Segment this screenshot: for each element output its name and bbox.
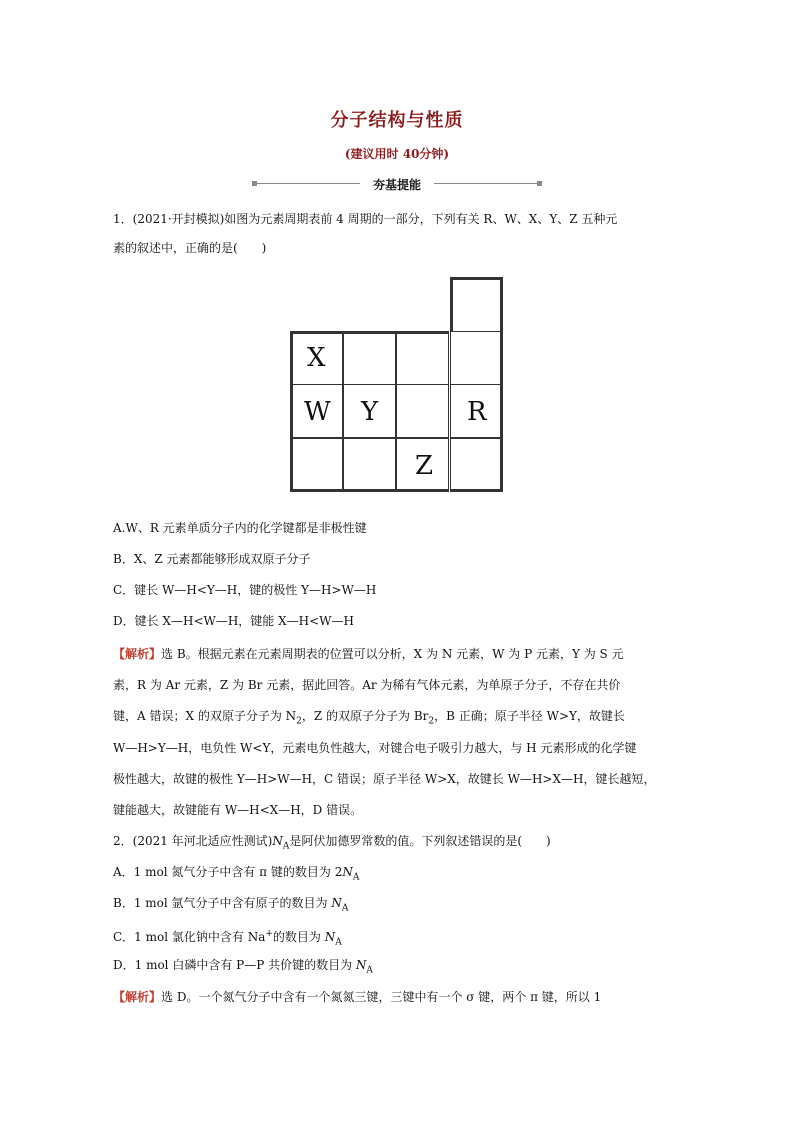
avogadro-symbol: N — [355, 958, 367, 972]
analysis-line — [113, 989, 601, 1005]
subscript: 2 — [428, 716, 435, 727]
divider-line — [256, 183, 360, 184]
analysis-line: 键能越大，故键能有 W—H<X—H，D 错误。 — [113, 803, 363, 817]
table-cell — [396, 331, 449, 385]
subscript: A — [352, 872, 360, 883]
table-cell — [343, 331, 396, 385]
avogadro-symbol: N — [272, 834, 283, 848]
option-text: C．1 mol 氯化钠中含有 Na — [113, 930, 266, 944]
option-a: A.W、R 元素单质分子内的化学键都是非极性键 — [113, 521, 367, 535]
analysis-tag: 【解析】 — [113, 990, 162, 1004]
superscript: + — [265, 929, 273, 939]
stem-text: 2．(2021 年河北适应性测试) — [113, 834, 273, 848]
analysis-text: 选 B。根据元素在元素周期表的位置可以分析，X 为 N 元素，W 为 P 元素，Y 为 S 元 — [161, 647, 624, 661]
q2-option-c — [113, 926, 342, 950]
page-title: 分子结构与性质 — [330, 110, 464, 131]
avogadro-symbol: N — [342, 865, 353, 879]
analysis-text: 键，A 错误；X 的双原子分子为 N — [113, 709, 297, 723]
q2-option-b — [113, 895, 348, 916]
analysis-line: 素，R 为 Ar 元素，Z 为 Br 元素，据此回答。Ar 为稀有气体元素，为单原子分子，不存在共价 — [113, 678, 621, 692]
option-d: D．键长 X—H<W—H，键能 X—H<W—H — [113, 614, 354, 628]
question-1-stem-cont: 素的叙述中，正确的是( ) — [113, 241, 267, 255]
option-c: C．键长 W—H<Y—H，键的极性 Y—H>W—H — [113, 583, 377, 597]
element-y: Y — [361, 397, 379, 427]
page-subtitle: (建议用时 40分钟) — [344, 147, 450, 161]
analysis-line: 极性越大，故键的极性 Y—H>W—H，C 错误；原子半径 W>X，故键长 W—H>X—H，键长越短， — [113, 772, 656, 786]
option-text: D．1 mol 白磷中含有 P—P 共价键的数目为 — [113, 958, 356, 972]
subscript: A — [366, 965, 373, 976]
element-w: W — [304, 397, 331, 427]
divider-dot — [537, 181, 542, 186]
subscript: 2 — [296, 716, 302, 727]
analysis-text: ，B 正确；原子半径 W>Y，故键长 — [434, 709, 625, 723]
analysis-tag: 【解析】 — [113, 647, 162, 661]
avogadro-symbol: N — [331, 896, 342, 910]
avogadro-symbol: N — [324, 930, 336, 944]
option-text: 的数目为 — [272, 930, 325, 944]
analysis-line — [113, 646, 624, 662]
table-cell — [450, 438, 503, 492]
analysis-line — [113, 708, 625, 729]
section-label: 夯基提能 — [372, 178, 421, 192]
divider-line — [434, 183, 538, 184]
element-z: Z — [415, 451, 434, 481]
section-divider — [252, 176, 542, 192]
analysis-text: ，Z 的双原子分子为 Br — [301, 709, 429, 723]
analysis-text: 选 D。一个氮气分子中含有一个氮氮三键，三键中有一个 σ 键，两个 π 键，所以 1 — [161, 990, 602, 1004]
question-1-stem: 1．(2021·开封模拟)如图为元素周期表前 4 周期的一部分，下列有关 R、W、X、Y、Z 五种元 — [113, 212, 618, 226]
table-cell — [290, 438, 343, 492]
option-text: B．1 mol 氩气分子中含有原子的数目为 — [113, 896, 332, 910]
q2-option-d — [113, 957, 373, 978]
table-cell — [396, 384, 449, 438]
element-x: X — [307, 343, 326, 373]
element-r: R — [467, 397, 487, 427]
question-2-stem — [113, 833, 551, 854]
table-cell — [343, 438, 396, 492]
subscript: A — [341, 903, 349, 914]
table-cell — [450, 277, 503, 331]
stem-text: 是阿伏加德罗常数的值。下列叙述错误的是( ) — [289, 834, 551, 848]
q2-option-a — [113, 864, 359, 885]
analysis-line: W—H>Y—H，电负性 W<Y，元素电负性越大，对键合电子吸引力越大，与 H 元素形成的化学键 — [113, 741, 637, 755]
option-text: A．1 mol 氮气分子中含有 π 键的数目为 2 — [113, 865, 343, 879]
option-b: B．X、Z 元素都能够形成双原子分子 — [113, 552, 311, 566]
subscript: A — [335, 937, 342, 948]
subscript: A — [282, 841, 290, 852]
table-cell — [450, 331, 503, 385]
